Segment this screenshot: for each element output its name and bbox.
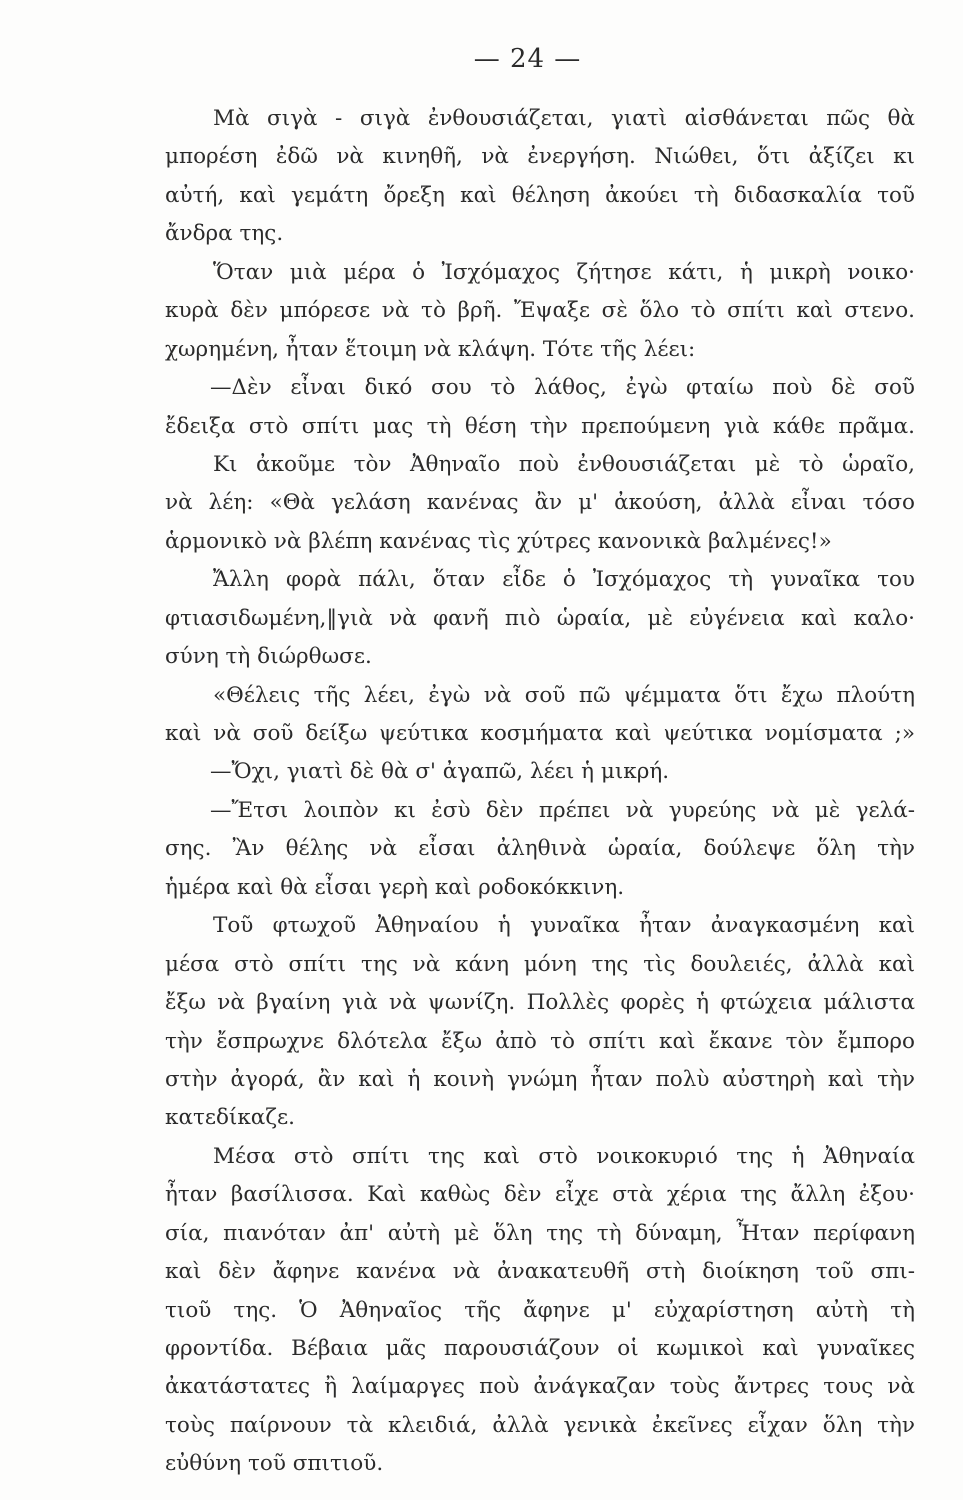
text-line: ἡμέρα καὶ θὰ εἶσαι γερὴ καὶ ροδοκόκκινη.: [165, 874, 625, 900]
text-line: —Ἔτσι λοιπὸν κι ἐσὺ δὲν πρέπει νὰ γυρεύης νὰ μὲ γελά-: [210, 797, 915, 823]
text-line: «Θέλεις τῆς λέει, ἐγὼ νὰ σοῦ πῶ ψέμματα ὅτι ἔχω πλούτη: [213, 682, 915, 708]
text-line: Μὰ σιγὰ - σιγὰ ἐνθουσιάζεται, γιατὶ αἰσθάνεται πῶς θὰ: [213, 106, 915, 131]
text-line: νὰ λέη: «Θὰ γελάση κανένας ἂν μ' ἀκούση, ἀλλὰ εἶναι τόσο: [165, 490, 915, 516]
text-line: σης. Ἂν θέλης νὰ εἶσαι ἀληθινὰ ὡραία, δούλεψε ὅλη τὴν: [165, 836, 915, 862]
text-line: κυρὰ δὲν μπόρεσε νὰ τὸ βρῆ. Ἔψαξε σὲ ὅλο τὸ σπίτι καὶ στενο.: [165, 298, 915, 324]
text-line: κατεδίκαζε.: [165, 1105, 295, 1131]
text-line: χωρημένη, ἦταν ἕτοιμη νὰ κλάψη. Τότε τῆς λέει:: [165, 336, 696, 362]
text-line: Κι ἀκοῦμε τὸν Ἀθηναῖο ποὺ ἐνθουσιάζεται μὲ τὸ ὡραῖο,: [213, 451, 915, 477]
text-line: Μέσα στὸ σπίτι της καὶ στὸ νοικοκυριό της ἡ Ἀθηναία: [213, 1143, 915, 1169]
text-line: εὐθύνη τοῦ σπιτιοῦ.: [165, 1451, 384, 1477]
text-line: φτιασιδωμένη,‖γιὰ νὰ φανῆ πιὸ ὡραία, μὲ εὐγένεια καὶ καλο·: [165, 605, 915, 631]
text-line: σία, πιανόταν ἀπ' αὐτὴ μὲ ὅλη της τὴ δύναμη, Ἦταν περίφανη: [165, 1220, 915, 1246]
text-line: καὶ νὰ σοῦ δείξω ψεύτικα κοσμήματα καὶ ψεύτικα νομίσματα ;»: [165, 721, 915, 746]
text-line: Τοῦ φτωχοῦ Ἀθηναίου ἡ γυναῖκα ἦταν ἀναγκασμένη καὶ: [213, 913, 915, 939]
text-line: φροντίδα. Βέβαια μᾶς παρουσιάζουν οἱ κωμικοὶ καὶ γυναῖκες: [165, 1336, 915, 1361]
text-line: μπορέση ἐδῶ νὰ κινηθῆ, νὰ ἐνεργήση. Νιώθει, ὅτι ἀξίζει κι: [165, 144, 915, 170]
text-line: ἔξω νὰ βγαίνη γιὰ νὰ ψωνίζη. Πολλὲς φορὲς ἡ φτώχεια μάλιστα: [165, 990, 915, 1016]
text-line: ἁρμονικὸ νὰ βλέπη κανένας τὶς χύτρες κανονικὰ βαλμένες!»: [165, 528, 832, 554]
text-line: Ὅταν μιὰ μέρα ὁ Ἰσχόμαχος ζήτησε κάτι, ἡ μικρὴ νοικο·: [213, 259, 915, 285]
text-line: ἔδειξα στὸ σπίτι μας τὴ θέση τὴν πρεπούμενη γιὰ κάθε πρᾶμα.: [165, 413, 915, 439]
text-line: ἄνδρα της.: [165, 221, 284, 247]
text-line: σύνη τὴ διώρθωσε.: [165, 644, 372, 670]
text-line: ἀκατάστατες ἢ λαίμαργες ποὺ ἀνάγκαζαν τοὺς ἄντρες τους νὰ: [165, 1374, 915, 1400]
text-line: τιοῦ της. Ὁ Ἀθηναῖος τῆς ἄφηνε μ' εὐχαρίστηση αὐτὴ τὴ: [165, 1297, 915, 1323]
text-line: ἦταν βασίλισσα. Καὶ καθὼς δὲν εἶχε στὰ χέρια της ἄλλη ἐξου·: [165, 1182, 915, 1208]
text-line: —Ὄχι, γιατὶ δὲ θὰ σ' ἀγαπῶ, λέει ἡ μικρή.: [210, 759, 670, 785]
text-line: στὴν ἀγορά, ἂν καὶ ἡ κοινὴ γνώμη ἦταν πολὺ αὐστηρὴ καὶ τὴν: [165, 1066, 915, 1092]
text-line: Ἄλλη φορὰ πάλι, ὅταν εἶδε ὁ Ἰσχόμαχος τὴ γυναῖκα του: [213, 567, 915, 593]
text-line: τοὺς παίρνουν τὰ κλειδιά, ἀλλὰ γενικὰ ἐκεῖνες εἶχαν ὅλη τὴν: [165, 1412, 915, 1438]
text-line: —Δὲν εἶναι δικό σου τὸ λάθος, ἐγὼ φταίω ποὺ δὲ σοῦ: [210, 375, 915, 401]
text-line: αὐτή, καὶ γεμάτη ὄρεξη καὶ θέληση ἀκούει τὴ διδασκαλία τοῦ: [165, 182, 915, 208]
text-line: μέσα στὸ σπίτι της νὰ κάνη μόνη της τὶς δουλειές, ἀλλὰ καὶ: [165, 951, 915, 977]
text-line: τὴν ἔσπρωχνε δλότελα ἔξω ἀπὸ τὸ σπίτι καὶ ἔκανε τὸν ἔμπορο: [165, 1028, 915, 1054]
page-number: — 24 —: [473, 44, 582, 74]
text-line: καὶ δὲν ἄφηνε κανένα νὰ ἀνακατευθῆ στὴ διοίκηση τοῦ σπι-: [165, 1259, 915, 1285]
body-text: [165, 100, 915, 1484]
